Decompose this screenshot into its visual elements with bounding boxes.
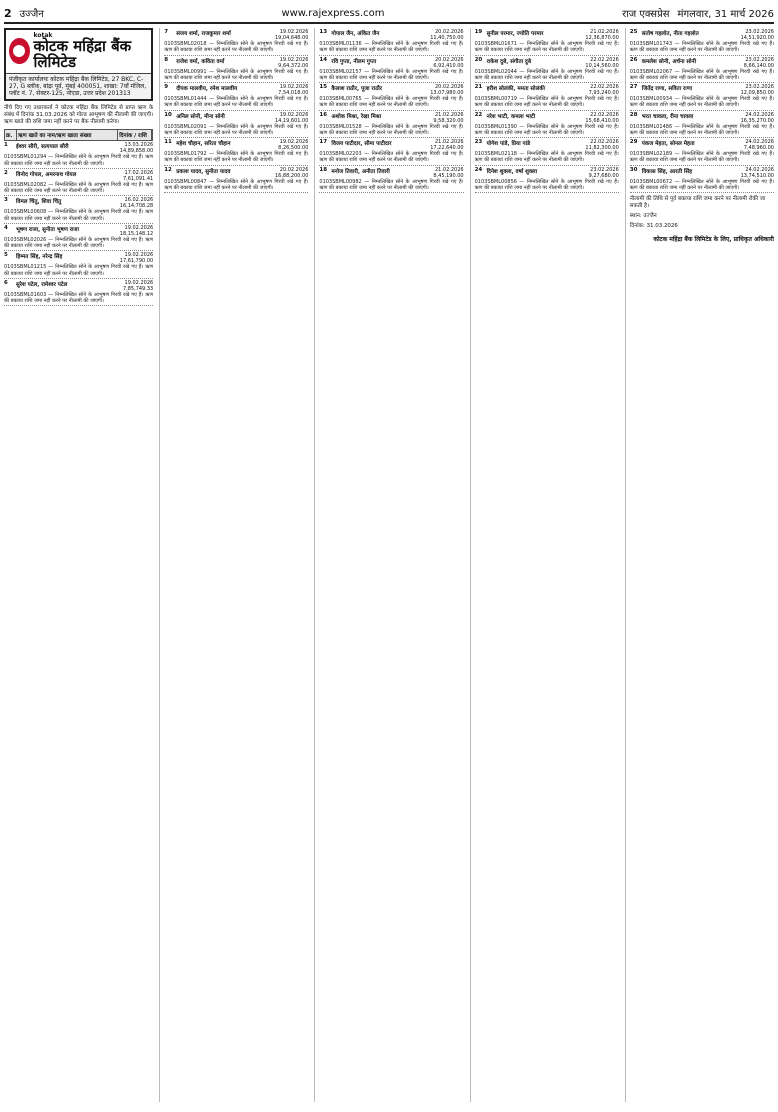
entry-amount: 7,48,960.00	[743, 145, 774, 151]
account-number: 0103SBML01390	[474, 123, 517, 130]
account-number: 0103SBML02018	[164, 41, 207, 47]
entry-description: निम्नलिखित सोने के आभूषण गिरवी रखे गए हैं। ऋण की बकाया राशि जमा नहीं करने पर नीलामी की जाएगी।	[319, 178, 464, 191]
entry-no: 30	[629, 166, 638, 173]
table-header	[4, 129, 153, 141]
entry-amount: 10,14,560.00	[585, 62, 619, 69]
account-number: 0103SBML00934	[629, 96, 673, 102]
account-number: 0103SBML01136	[319, 41, 362, 47]
entry-amount: 13,74,510.00	[740, 172, 774, 179]
borrower-name: संतोष गहलोत, नीता गहलोत	[641, 31, 699, 37]
footer-place: स्थान: उज्जैन	[629, 213, 657, 220]
account-number: 0103SBML01603	[4, 291, 47, 298]
entry-date: 24.02.2026	[745, 139, 774, 145]
entry-date-amount	[740, 139, 774, 151]
list-item: 12 प्रकाश यादव, सुनीता यादव 20.02.2026 16,88,200.00 0103SBML00847 — निम्नलिखित सोने के आभूषण गिरवी रखे गए हैं। ऋण की बकाया राशि जमा नहीं करने पर नीलामी की जाएगी।	[164, 166, 308, 194]
borrower-name: अनिल सोनी, मीना सोनी	[176, 113, 225, 120]
entry-date-amount	[274, 57, 308, 69]
borrower-name: गोपाल जैन, अंकित जैन	[331, 31, 380, 37]
entry-amount: 12,09,850.00	[740, 90, 774, 96]
entry-description: निम्नलिखित सोने के आभूषण गिरवी रखे गए हैं। ऋण की बकाया राशि जमा नहीं करने पर नीलामी की जाएगी।	[4, 291, 154, 305]
entry-no: 13	[319, 29, 328, 35]
entry-amount: 15,68,410.00	[585, 117, 619, 124]
entry-amount: 12,36,870.00	[585, 35, 619, 41]
entry-no: 5	[4, 252, 8, 259]
kotak-logo-icon	[9, 38, 30, 64]
account-number: 0103SBML02157	[319, 68, 362, 75]
list-item: 6 सुरेश पटेल, रामेश्वर पटेल 19.02.2026 7,85,749.33 0103SBML01603 — निम्नलिखित सोने के आभूषण गिरवी रखे गए हैं। ऋण की बकाया राशि जमा नहीं करने पर नीलामी की जाएगी।	[4, 279, 153, 307]
entry-no: 17	[319, 139, 328, 145]
entry-description: निम्नलिखित सोने के आभूषण गिरवी रखे गए हैं। ऋण की बकाया राशि जमा नहीं करने पर नीलामी की जाएगी।	[164, 68, 309, 81]
list-item: 22 नरेश भाटी, कमला भाटी 22.02.2026 15,68,410.00 0103SBML01390 — निम्नलिखित सोने के आभूषण गिरवी रखे गए हैं। ऋण की बकाया राशि जमा नहीं करने पर नीलामी की जाएगी।	[475, 111, 619, 139]
column-5	[625, 28, 774, 1102]
borrower-name: दिनेश शुक्ला, वर्षा शुक्ला	[486, 168, 538, 175]
entry-amount: 14,51,920.00	[740, 35, 774, 41]
entry-date: 22.02.2026	[590, 111, 619, 118]
borrower-name: कैलाश राठौर, पूजा राठौर	[331, 86, 383, 92]
entry-date: 19.02.2026	[279, 29, 309, 35]
bank-name: कोटक महिंद्रा बैंक लिमिटेड	[33, 37, 132, 71]
notice-header	[4, 28, 153, 101]
entry-no: 24	[474, 166, 483, 173]
entry-date-amount	[430, 57, 464, 69]
list-item: 2 विनोद गोयल, अमरनाथ गोयल 17.02.2026 7,61,091.41 0103SBML02082 — निम्नलिखित सोने के आभूषण गिरवी रखे गए हैं। ऋण की बकाया राशि जमा नहीं करने पर नीलामी की जाएगी।	[4, 169, 153, 197]
entry-date: 22.02.2026	[590, 56, 619, 63]
entry-no: 22	[474, 111, 483, 118]
footer-date: दिनांक: 31.03.2026	[629, 223, 678, 230]
entry-amount: 18,15,148.12	[119, 230, 154, 237]
list-item: 14 रवि गुप्ता, नीलम गुप्ता 20.02.2026 6,92,410.00 0103SBML02157 — निम्नलिखित सोने के आभूषण गिरवी रखे गए हैं। ऋण की बकाया राशि जमा नहीं करने पर नीलामी की जाएगी।	[319, 56, 463, 84]
entry-date-amount	[274, 84, 308, 96]
entry-date-amount	[274, 167, 308, 179]
list-item: 28 भरत चावला, रीना चावला 24.02.2026 16,35,270.00 0103SBML01486 — निम्नलिखित सोने के आभूषण गिरवी रखे गए हैं। ऋण की बकाया राशि जमा नहीं करने पर नीलामी की जाएगी।	[630, 111, 774, 139]
entry-date: 20.02.2026	[434, 84, 464, 90]
entry-date: 20.02.2026	[434, 56, 464, 63]
account-number: 0103SBML01215	[4, 264, 47, 271]
entry-no: 7	[164, 29, 169, 35]
entry-amount: 7,61,091.41	[122, 175, 154, 182]
entry-no: 20	[474, 56, 483, 63]
entry-no: 6	[4, 279, 8, 286]
entry-date: 19.02.2026	[124, 279, 154, 286]
account-number: 0103SBML02203	[319, 151, 362, 157]
entry-description: निम्नलिखित सोने के आभूषण गिरवी रखे गए हैं। ऋण की बकाया राशि जमा नहीं करने पर नीलामी की जाएगी।	[474, 68, 619, 81]
entry-date-amount	[430, 167, 464, 179]
logo-text: kotak	[33, 32, 53, 39]
borrower-name: विमल चिंतु, शिवा चिंतु	[16, 199, 62, 206]
entry-date-amount	[740, 167, 774, 179]
entry-no: 29	[629, 139, 638, 145]
entry-amount: 7,93,240.00	[588, 90, 619, 96]
borrower-name: रवि गुप्ता, नीलम गुप्ता	[331, 58, 377, 65]
columns	[4, 28, 774, 1102]
list-item: 19 सुनील परमार, ज्योति परमार 21.02.2026 12,36,870.00 0103SBML01671 — निम्नलिखित सोने के आभूषण गिरवी रखे गए हैं। ऋण की बकाया राशि जमा नहीं करने पर नीलामी की जाएगी।	[475, 28, 619, 56]
borrower-name: प्रकाश यादव, सुनीता यादव	[176, 168, 231, 175]
entry-date-amount	[585, 112, 619, 124]
borrower-name: विजय पाटीदार, सीमा पाटीदार	[331, 141, 392, 147]
account-number: 0103SBML02118	[474, 151, 517, 157]
entry-amount: 9,27,680.00	[588, 172, 619, 179]
entry-no: 27	[629, 84, 638, 90]
entry-description: निम्नलिखित सोने के आभूषण गिरवी रखे गए हैं। ऋण की बकाया राशि जमा नहीं करने पर नीलामी की जाएगी।	[4, 181, 154, 195]
account-number: 0103SBML00856	[474, 178, 517, 185]
entry-date-amount	[585, 139, 619, 151]
borrower-name: भूषण राजा, सुनीता भूषण राजा	[16, 226, 79, 233]
entry-date-amount	[430, 84, 464, 96]
account-number: 0103SBML01743	[629, 41, 673, 47]
newspaper-page	[4, 4, 774, 1104]
list-item: 16 अशोक मिश्रा, रेखा मिश्रा 21.02.2026 9,58,320.00 0103SBML01528 — निम्नलिखित सोने के आभूषण गिरवी रखे गए हैं। ऋण की बकाया राशि जमा नहीं करने पर नीलामी की जाएगी।	[319, 111, 463, 139]
entry-date-amount	[119, 197, 153, 209]
column-2	[159, 28, 308, 1102]
list-item: 23 योगेश पांडे, प्रिया पांडे 22.02.2026 11,82,300.00 0103SBML02118 — निम्नलिखित सोने के आभूषण गिरवी रखे गए हैं। ऋण की बकाया राशि जमा नहीं करने पर नीलामी की जाएगी।	[475, 138, 619, 166]
entry-date-amount	[430, 112, 464, 124]
list-item: 29 पंकज मेहता, सोनल मेहता 24.02.2026 7,48,960.00 0103SBML02189 — निम्नलिखित सोने के आभूषण गिरवी रखे गए हैं। ऋण की बकाया राशि जमा नहीं करने पर नीलामी की जाएगी।	[630, 138, 774, 166]
entry-description: निम्नलिखित सोने के आभूषण गिरवी रखे गए हैं। ऋण की बकाया राशि जमा नहीं करने पर नीलामी की जाएगी।	[629, 68, 774, 81]
list-item: 25 संतोष गहलोत, नीता गहलोत 23.02.2026 14,51,920.00 0103SBML01743 — निम्नलिखित सोने के आभूषण गिरवी रखे गए हैं। ऋण की बकाया राशि जमा नहीं करने पर नीलामी की जाएगी।	[630, 28, 774, 56]
borrower-name: पंकज मेहता, सोनल मेहता	[641, 141, 695, 147]
entry-no: 10	[164, 111, 172, 118]
entry-date: 22.02.2026	[590, 84, 619, 90]
borrower-name: विनोद गोयल, अमरनाथ गोयल	[16, 171, 77, 178]
entry-description: निम्नलिखित सोने के आभूषण गिरवी रखे गए हैं। ऋण की बकाया राशि जमा नहीं करने पर नीलामी की जाएगी।	[4, 236, 154, 250]
paper-name: राज एक्सप्रेस	[622, 9, 670, 20]
entry-amount: 9,58,320.00	[433, 117, 464, 124]
borrower-name: सुरेश पटेल, रामेश्वर पटेल	[16, 281, 68, 288]
entry-amount: 19,04,648.00	[274, 35, 309, 41]
entry-amount: 7,85,749.33	[122, 285, 154, 292]
account-number: 0103SBML02082	[4, 181, 47, 188]
entry-description: निम्नलिखित सोने के आभूषण गिरवी रखे गए हैं। ऋण की बकाया राशि जमा नहीं करने पर नीलामी की जाएगी।	[164, 151, 309, 164]
account-number: 0103SBML02091	[164, 123, 207, 130]
account-number: 0103SBML00608	[4, 209, 47, 216]
entry-date-amount	[274, 29, 308, 41]
entry-date-amount	[740, 84, 774, 96]
entry-no: 18	[319, 166, 328, 173]
entry-date-amount	[585, 167, 619, 179]
column-3	[314, 28, 463, 1102]
signature-line: कोटक महिंद्रा बैंक लिमिटेड के लिए, प्राधिकृत अधिकारी	[653, 235, 774, 243]
entry-no: 14	[319, 56, 328, 63]
masthead	[4, 4, 774, 24]
list-item: 4 भूषण राजा, सुनीता भूषण राजा 19.02.2026 18,15,148.12 0103SBML02026 — निम्नलिखित सोने के आभूषण गिरवी रखे गए हैं। ऋण की बकाया राशि जमा नहीं करने पर नीलामी की जाएगी।	[4, 224, 153, 252]
entry-no: 12	[164, 166, 172, 173]
col-header-no: क्र.	[5, 130, 17, 140]
list-item: 8 राजेश वर्मा, कविता वर्मा 19.02.2026 9,64,372.00 0103SBML00991 — निम्नलिखित सोने के आभूषण गिरवी रखे गए हैं। ऋण की बकाया राशि जमा नहीं करने पर नीलामी की जाएगी।	[164, 56, 308, 84]
entry-description: निम्नलिखित सोने के आभूषण गिरवी रखे गए हैं। ऋण की बकाया राशि जमा नहीं करने पर नीलामी की जाएगी।	[4, 154, 154, 167]
account-number: 0103SBML01444	[164, 96, 207, 102]
entry-amount: 16,35,270.00	[740, 117, 774, 124]
entry-date: 23.02.2026	[745, 56, 774, 63]
entry-date: 21.02.2026	[590, 29, 619, 35]
entry-amount: 14,89,858.00	[119, 148, 154, 155]
list-item: 1 ईश्वर सौरी, सत्यपाल सौरी 13.03.2026 14,89,858.00 0103SBML01294 — निम्नलिखित सोने के आभूषण गिरवी रखे गए हैं। ऋण की बकाया राशि जमा नहीं करने पर नीलामी की जाएगी।	[4, 141, 153, 169]
entry-description: निम्नलिखित सोने के आभूषण गिरवी रखे गए हैं। ऋण की बकाया राशि जमा नहीं करने पर नीलामी की जाएगी।	[319, 41, 464, 54]
entry-amount: 7,54,018.00	[278, 90, 309, 96]
account-number: 0103SBML00765	[319, 96, 362, 102]
entry-date-amount	[119, 142, 153, 154]
borrower-name: राकेश दुबे, संगीता दुबे	[486, 58, 531, 65]
entry-date-amount	[430, 29, 464, 41]
entry-description: निम्नलिखित सोने के आभूषण गिरवी रखे गए हैं। ऋण की बकाया राशि जमा नहीं करने पर नीलामी की जाएगी।	[319, 96, 464, 109]
entry-date: 23.02.2026	[590, 166, 619, 173]
entry-date: 22.02.2026	[590, 139, 619, 145]
borrower-name: सुनील परमार, ज्योति परमार	[486, 31, 544, 37]
entry-no: 21	[474, 84, 483, 90]
entry-no: 1	[4, 142, 8, 149]
entry-amount: 16,88,200.00	[274, 172, 309, 179]
entry-date: 19.02.2026	[279, 139, 309, 145]
entry-date: 21.02.2026	[434, 166, 464, 173]
entry-description: निम्नलिखित सोने के आभूषण गिरवी रखे गए हैं। ऋण की बकाया राशि जमा नहीं करने पर नीलामी की जाएगी।	[629, 178, 774, 191]
account-number: 0103SBML00719	[474, 96, 517, 102]
list-item: 30 विकास सिंह, आरती सिंह 24.02.2026 13,74,510.00 0103SBML00672 — निम्नलिखित सोने के आभूषण गिरवी रखे गए हैं। ऋण की बकाया राशि जमा नहीं करने पर नीलामी की जाएगी।	[630, 166, 774, 194]
entry-date-amount	[740, 112, 774, 124]
entry-description: निम्नलिखित सोने के आभूषण गिरवी रखे गए हैं। ऋण की बकाया राशि जमा नहीं करने पर नीलामी की जाएगी।	[4, 264, 154, 277]
entry-no: 25	[629, 29, 638, 35]
list-item: 15 कैलाश राठौर, पूजा राठौर 20.02.2026 13,07,980.00 0103SBML00765 — निम्नलिखित सोने के आभूषण गिरवी रखे गए हैं। ऋण की बकाया राशि जमा नहीं करने पर नीलामी की जाएगी।	[319, 83, 463, 111]
entry-amount: 14,19,601.00	[274, 117, 309, 124]
column-1	[4, 28, 153, 1102]
entry-date: 20.02.2026	[279, 166, 309, 173]
list-item: 26 कमलेश सोनी, अर्चना सोनी 23.02.2026 8,66,140.00 0103SBML02067 — निम्नलिखित सोने के आभूषण गिरवी रखे गए हैं। ऋण की बकाया राशि जमा नहीं करने पर नीलामी की जाएगी।	[630, 56, 774, 84]
list-item: 11 महेश चौहान, सरिता चौहान 19.02.2026 8,26,500.00 0103SBML01792 — निम्नलिखित सोने के आभूषण गिरवी रखे गए हैं। ऋण की बकाया राशि जमा नहीं करने पर नीलामी की जाएगी।	[164, 138, 308, 166]
entry-amount: 17,22,640.00	[430, 145, 464, 151]
edition-city: उज्जैन	[19, 9, 44, 20]
entry-date-amount	[585, 57, 619, 69]
entry-description: निम्नलिखित सोने के आभूषण गिरवी रखे गए हैं। ऋण की बकाया राशि जमा नहीं करने पर नीलामी की जाएगी।	[164, 123, 309, 136]
borrower-name: हिम्मत सिंह, नरेन्द्र सिंह	[16, 254, 63, 261]
entry-date: 20.02.2026	[434, 29, 464, 35]
entry-description: निम्नलिखित सोने के आभूषण गिरवी रखे गए हैं। ऋण की बकाया राशि जमा नहीं करने पर नीलामी की जाएगी।	[474, 96, 619, 109]
borrower-name: जितेंद्र राणा, सविता राणा	[641, 86, 693, 92]
entry-description: निम्नलिखित सोने के आभूषण गिरवी रखे गए हैं। ऋण की बकाया राशि जमा नहीं करने पर नीलामी की जाएगी।	[629, 96, 774, 109]
list-item: 3 विमल चिंतु, शिवा चिंतु 16.02.2026 16,14,708.28 0103SBML00608 — निम्नलिखित सोने के आभूषण गिरवी रखे गए हैं। ऋण की बकाया राशि जमा नहीं करने पर नीलामी की जाएगी।	[4, 196, 153, 224]
entry-no: 23	[474, 139, 483, 145]
entry-amount: 11,40,750.00	[430, 35, 464, 41]
borrower-name: योगेश पांडे, प्रिया पांडे	[486, 141, 531, 147]
entry-description: निम्नलिखित सोने के आभूषण गिरवी रखे गए हैं। ऋण की बकाया राशि जमा नहीं करने पर नीलामी की जाएगी।	[164, 41, 309, 54]
entry-date: 21.02.2026	[434, 111, 464, 118]
borrower-name: हरीश सोलंकी, ममता सोलंकी	[486, 86, 545, 92]
entry-description: निम्नलिखित सोने के आभूषण गिरवी रखे गए हैं। ऋण की बकाया राशि जमा नहीं करने पर नीलामी की जाएगी।	[474, 41, 619, 54]
account-number: 0103SBML02044	[474, 68, 517, 75]
account-number: 0103SBML02026	[4, 236, 47, 243]
issue-date: मंगलवार, 31 मार्च 2026	[677, 9, 774, 20]
entry-no: 3	[4, 197, 8, 204]
col-header-name: ऋण खाते का नाम/ऋण खाता संख्या	[17, 130, 118, 140]
entry-no: 19	[474, 29, 483, 35]
entry-amount: 17,61,790.00	[119, 258, 154, 265]
entry-date: 19.02.2026	[124, 224, 154, 231]
account-number: 0103SBML01294	[4, 154, 47, 161]
entry-date-amount	[119, 170, 153, 182]
entry-description: निम्नलिखित सोने के आभूषण गिरवी रखे गए हैं। ऋण की बकाया राशि जमा नहीं करने पर नीलामी की जाएगी।	[629, 123, 774, 136]
entry-amount: 8,66,140.00	[743, 62, 774, 69]
entry-amount: 6,92,410.00	[433, 62, 464, 69]
entry-description: निम्नलिखित सोने के आभूषण गिरवी रखे गए हैं। ऋण की बकाया राशि जमा नहीं करने पर नीलामी की जाएगी।	[474, 178, 619, 191]
entry-description: निम्नलिखित सोने के आभूषण गिरवी रखे गए हैं। ऋण की बकाया राशि जमा नहीं करने पर नीलामी की जाएगी।	[629, 41, 774, 54]
entry-date-amount	[740, 57, 774, 69]
entry-date-amount	[585, 29, 619, 41]
list-item: 17 विजय पाटीदार, सीमा पाटीदार 21.02.2026 17,22,640.00 0103SBML02203 — निम्नलिखित सोने के आभूषण गिरवी रखे गए हैं। ऋण की बकाया राशि जमा नहीं करने पर नीलामी की जाएगी।	[319, 138, 463, 166]
list-item: 9 दीपक मालवीय, रमेश मालवीय 19.02.2026 7,54,018.00 0103SBML01444 — निम्नलिखित सोने के आभूषण गिरवी रखे गए हैं। ऋण की बकाया राशि जमा नहीं करने पर नीलामी की जाएगी।	[164, 83, 308, 111]
entry-date: 13.03.2026	[124, 142, 154, 149]
account-number: 0103SBML00847	[164, 178, 207, 185]
entry-date-amount	[119, 252, 153, 264]
footer-note: नीलामी की तिथि से पूर्व बकाया राशि जमा करने पर नीलामी रोकी जा सकती है।	[629, 196, 766, 210]
entry-no: 15	[319, 84, 328, 90]
entry-amount: 13,07,980.00	[430, 90, 464, 96]
borrower-name: राजेश वर्मा, कविता वर्मा	[176, 58, 225, 65]
website[interactable]: www.rajexpress.com	[281, 7, 385, 19]
list-item: 5 हिम्मत सिंह, नरेन्द्र सिंह 19.02.2026 17,61,790.00 0103SBML01215 — निम्नलिखित सोने के आभूषण गिरवी रखे गए हैं। ऋण की बकाया राशि जमा नहीं करने पर नीलामी की जाएगी।	[4, 251, 153, 279]
entry-date-amount	[740, 29, 774, 41]
entry-amount: 8,45,190.00	[433, 172, 464, 179]
entry-amount: 8,26,500.00	[278, 145, 309, 151]
list-item: 21 हरीश सोलंकी, ममता सोलंकी 22.02.2026 7,93,240.00 0103SBML00719 — निम्नलिखित सोने के आभूषण गिरवी रखे गए हैं। ऋण की बकाया राशि जमा नहीं करने पर नीलामी की जाएगी।	[475, 83, 619, 111]
entry-no: 16	[319, 111, 328, 118]
entry-description: निम्नलिखित सोने के आभूषण गिरवी रखे गए हैं। ऋण की बकाया राशि जमा नहीं करने पर नीलामी की जाएगी।	[629, 151, 774, 164]
entry-no: 26	[629, 56, 638, 63]
entry-date-amount	[274, 112, 308, 124]
entry-description: निम्नलिखित सोने के आभूषण गिरवी रखे गए हैं। ऋण की बकाया राशि जमा नहीं करने पर नीलामी की जाएगी।	[474, 151, 619, 164]
list-item: 27 जितेंद्र राणा, सविता राणा 23.02.2026 12,09,850.00 0103SBML00934 — निम्नलिखित सोने के आभूषण गिरवी रखे गए हैं। ऋण की बकाया राशि जमा नहीं करने पर नीलामी की जाएगी।	[630, 83, 774, 111]
account-number: 0103SBML01486	[629, 123, 673, 130]
entry-amount: 11,82,300.00	[585, 145, 619, 151]
account-number: 0103SBML01671	[474, 41, 517, 47]
list-item: 18 मनोज तिवारी, अनीता तिवारी 21.02.2026 8,45,190.00 0103SBML00982 — निम्नलिखित सोने के आभूषण गिरवी रखे गए हैं। ऋण की बकाया राशि जमा नहीं करने पर नीलामी की जाएगी।	[319, 166, 463, 194]
page-number: 2	[4, 6, 12, 20]
list-item: 7 संजय शर्मा, राजकुमार शर्मा 19.02.2026 19,04,648.00 0103SBML02018 — निम्नलिखित सोने के आभूषण गिरवी रखे गए हैं। ऋण की बकाया राशि जमा नहीं करने पर नीलामी की जाएगी।	[164, 28, 308, 56]
entry-no: 8	[164, 56, 169, 63]
list-item: 24 दिनेश शुक्ला, वर्षा शुक्ला 23.02.2026 9,27,680.00 0103SBML00856 — निम्नलिखित सोने के आभूषण गिरवी रखे गए हैं। ऋण की बकाया राशि जमा नहीं करने पर नीलामी की जाएगी।	[475, 166, 619, 194]
entry-amount: 9,64,372.00	[278, 62, 309, 69]
entry-date-amount	[119, 280, 153, 292]
notice-intro: नीचे दिए गए उधारकर्ता ने कोटक महिंद्रा बैंक लिमिटेड से प्राप्त ऋण के संबंध में दिनांक 31.03.2026 को गोल्ड आभूषण की नीलामी की जाएगी। ऋण खाते की राशि जमा नहीं करने पर बैंक नीलामी करेगा।	[4, 105, 154, 126]
entry-date-amount	[274, 139, 308, 151]
borrower-name: संजय शर्मा, राजकुमार शर्मा	[176, 31, 231, 37]
account-number: 0103SBML02067	[629, 68, 673, 75]
entry-date: 19.02.2026	[279, 84, 309, 90]
entry-no: 9	[164, 84, 169, 90]
entry-date: 19.02.2026	[279, 111, 309, 118]
borrower-name: नरेश भाटी, कमला भाटी	[486, 113, 536, 120]
entry-date: 24.02.2026	[745, 166, 774, 173]
col-header-date: दिनांक / राशि	[118, 130, 152, 140]
list-item: 13 गोपाल जैन, अंकित जैन 20.02.2026 11,40,750.00 0103SBML01136 — निम्नलिखित सोने के आभूषण गिरवी रखे गए हैं। ऋण की बकाया राशि जमा नहीं करने पर नीलामी की जाएगी।	[319, 28, 463, 56]
entry-description: निम्नलिखित सोने के आभूषण गिरवी रखे गए हैं। ऋण की बकाया राशि जमा नहीं करने पर नीलामी की जाएगी।	[4, 209, 154, 222]
account-number: 0103SBML00991	[164, 68, 207, 75]
entry-no: 2	[4, 169, 8, 176]
entry-date: 16.02.2026	[124, 197, 154, 204]
entry-no: 28	[629, 111, 638, 118]
entry-description: निम्नलिखित सोने के आभूषण गिरवी रखे गए हैं। ऋण की बकाया राशि जमा नहीं करने पर नीलामी की जाएगी।	[319, 123, 464, 136]
entry-date: 23.02.2026	[745, 29, 774, 35]
account-number: 0103SBML00982	[319, 178, 362, 185]
account-number: 0103SBML02189	[629, 151, 673, 157]
account-number: 0103SBML01792	[164, 151, 207, 157]
borrower-name: ईश्वर सौरी, सत्यपाल सौरी	[16, 144, 69, 151]
entry-description: निम्नलिखित सोने के आभूषण गिरवी रखे गए हैं। ऋण की बकाया राशि जमा नहीं करने पर नीलामी की जाएगी।	[164, 96, 309, 109]
borrower-name: अशोक मिश्रा, रेखा मिश्रा	[331, 113, 382, 120]
account-number: 0103SBML00672	[629, 178, 673, 185]
column-4	[470, 28, 619, 1102]
office-address: पंजीकृत कार्यालयः कोटक महिंद्रा बैंक लिमिटेड, 27 BKC, C-27, G ब्लॉक, बांद्रा पूर्व, मुंबई 400051, शाखा: 7वाँ मंजिल, प्लॉट नं. 7, सेक्टर-125, नोएडा, उत्तर प्रदेश 201313	[6, 73, 151, 100]
borrower-name: कमलेश सोनी, अर्चना सोनी	[641, 58, 697, 65]
entry-date: 17.02.2026	[124, 169, 154, 176]
borrower-name: दीपक मालवीय, रमेश मालवीय	[176, 86, 238, 92]
account-number: 0103SBML01528	[319, 123, 362, 130]
entry-date-amount	[119, 225, 153, 237]
list-item: 10 अनिल सोनी, मीना सोनी 19.02.2026 14,19,601.00 0103SBML02091 — निम्नलिखित सोने के आभूषण गिरवी रखे गए हैं। ऋण की बकाया राशि जमा नहीं करने पर नीलामी की जाएगी।	[164, 111, 308, 139]
entry-no: 11	[164, 139, 172, 145]
entry-date: 19.02.2026	[279, 56, 309, 63]
entry-date-amount	[430, 139, 464, 151]
entry-description: निम्नलिखित सोने के आभूषण गिरवी रखे गए हैं। ऋण की बकाया राशि जमा नहीं करने पर नीलामी की जाएगी।	[164, 178, 309, 191]
borrower-name: मनोज तिवारी, अनीता तिवारी	[331, 168, 390, 175]
borrower-name: महेश चौहान, सरिता चौहान	[176, 141, 231, 147]
entry-date: 21.02.2026	[434, 139, 464, 145]
entry-description: निम्नलिखित सोने के आभूषण गिरवी रखे गए हैं। ऋण की बकाया राशि जमा नहीं करने पर नीलामी की जाएगी।	[319, 68, 464, 81]
borrower-name: भरत चावला, रीना चावला	[641, 113, 694, 120]
entry-date: 23.02.2026	[745, 84, 774, 90]
entry-date: 24.02.2026	[745, 111, 774, 118]
list-item: 20 राकेश दुबे, संगीता दुबे 22.02.2026 10,14,560.00 0103SBML02044 — निम्नलिखित सोने के आभूषण गिरवी रखे गए हैं। ऋण की बकाया राशि जमा नहीं करने पर नीलामी की जाएगी।	[475, 56, 619, 84]
entry-amount: 16,14,708.28	[119, 203, 154, 210]
borrower-name: विकास सिंह, आरती सिंह	[641, 168, 693, 175]
entry-date-amount	[585, 84, 619, 96]
entry-no: 4	[4, 224, 8, 231]
entry-date: 19.02.2026	[124, 252, 154, 259]
entry-description: निम्नलिखित सोने के आभूषण गिरवी रखे गए हैं। ऋण की बकाया राशि जमा नहीं करने पर नीलामी की जाएगी।	[474, 123, 619, 136]
entry-description: निम्नलिखित सोने के आभूषण गिरवी रखे गए हैं। ऋण की बकाया राशि जमा नहीं करने पर नीलामी की जाएगी।	[319, 151, 464, 164]
